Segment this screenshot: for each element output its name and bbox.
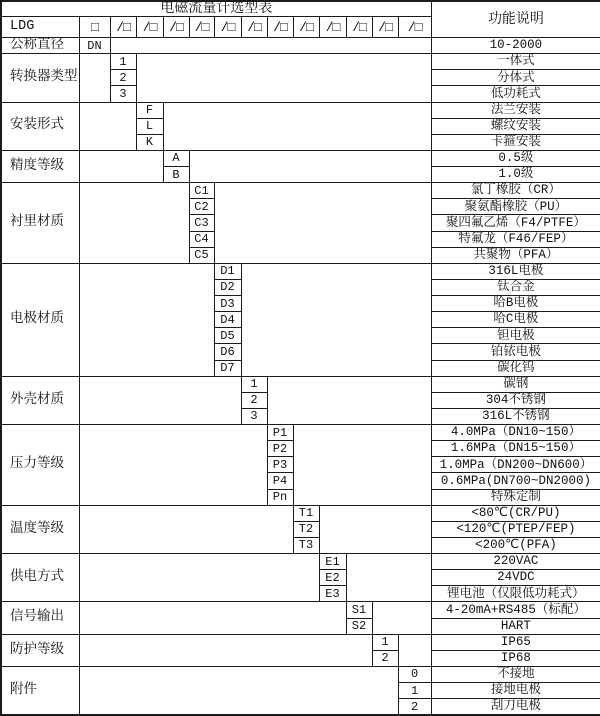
option-desc: 1.0级 xyxy=(431,167,600,183)
option-code: D1 xyxy=(214,263,241,279)
blank-span-right xyxy=(189,150,431,182)
option-desc: 分体式 xyxy=(431,70,600,86)
section-label-3: 精度等级 xyxy=(1,150,79,182)
blank-span-left xyxy=(79,376,241,424)
code-box-placeholder: /□ xyxy=(110,17,136,38)
option-code: C1 xyxy=(189,183,214,199)
blank-span-right xyxy=(136,54,431,102)
code-box-placeholder: /□ xyxy=(398,17,431,38)
option-desc: 钛合金 xyxy=(431,279,600,295)
option-code: 2 xyxy=(241,392,267,408)
blank-span-right xyxy=(163,102,431,150)
blank-span-left xyxy=(79,425,267,506)
section-label-10: 信号输出 xyxy=(1,602,79,634)
option-desc: 卡箍安装 xyxy=(431,134,600,150)
option-code: E3 xyxy=(319,586,346,602)
blank-span-right xyxy=(214,183,431,264)
option-code: DN xyxy=(79,38,110,54)
option-desc: 24VDC xyxy=(431,570,600,586)
option-desc: 特殊定制 xyxy=(431,489,600,505)
blank-span-left xyxy=(79,150,163,182)
option-desc: 聚四氟乙烯（F4/PTFE） xyxy=(431,215,600,231)
option-desc: 碳化钨 xyxy=(431,360,600,376)
option-code: P2 xyxy=(267,441,293,457)
section-label-8: 温度等级 xyxy=(1,505,79,553)
section-label-0: 公称直径 xyxy=(1,38,79,54)
blank-span-right xyxy=(241,263,431,376)
option-desc: 螺纹安装 xyxy=(431,118,600,134)
option-code: T1 xyxy=(293,505,319,521)
option-desc: 碳钢 xyxy=(431,376,600,392)
option-code: Pn xyxy=(267,489,293,505)
section-label-7: 压力等级 xyxy=(1,425,79,506)
option-desc: 不接地 xyxy=(431,666,600,682)
blank-span-right xyxy=(293,425,431,506)
option-code: 3 xyxy=(241,408,267,424)
option-desc: 刮刀电极 xyxy=(431,699,600,715)
blank-span-right xyxy=(110,38,431,54)
option-desc: 1.6MPa（DN15~150） xyxy=(431,441,600,457)
code-box-placeholder: /□ xyxy=(346,17,372,38)
option-code: C2 xyxy=(189,199,214,215)
code-box-placeholder: □ xyxy=(79,17,110,38)
option-code: E2 xyxy=(319,570,346,586)
blank-span-right xyxy=(372,602,431,634)
function-description-header: 功能说明 xyxy=(431,1,600,38)
option-desc: 316L电极 xyxy=(431,263,600,279)
code-box-placeholder: /□ xyxy=(163,17,189,38)
code-box-placeholder: /□ xyxy=(293,17,319,38)
option-code: D6 xyxy=(214,344,241,360)
blank-span-left xyxy=(79,183,189,264)
option-row xyxy=(1,376,600,392)
option-code: C5 xyxy=(189,247,214,263)
code-box-placeholder: /□ xyxy=(189,17,214,38)
option-code: F xyxy=(136,102,163,118)
option-desc: 法兰安装 xyxy=(431,102,600,118)
code-box-placeholder: /□ xyxy=(372,17,398,38)
blank-span-left xyxy=(79,554,319,602)
code-box-placeholder: /□ xyxy=(267,17,293,38)
option-desc: 锂电池（仅限低功耗式） xyxy=(431,586,600,602)
option-code: C3 xyxy=(189,215,214,231)
blank-span-left xyxy=(79,54,110,102)
section-label-11: 防护等级 xyxy=(1,634,79,666)
blank-span-right xyxy=(267,376,431,424)
option-code: C4 xyxy=(189,231,214,247)
blank-span-right xyxy=(346,554,431,602)
option-row xyxy=(1,54,600,70)
blank-span-left xyxy=(79,102,136,150)
option-desc: <120℃(PTEP/FEP) xyxy=(431,521,600,537)
option-desc: <200℃(PFA) xyxy=(431,537,600,553)
model-prefix: LDG xyxy=(1,17,79,38)
blank-span-left xyxy=(79,634,372,666)
option-code: 2 xyxy=(398,699,431,715)
option-row xyxy=(1,634,600,650)
code-box-placeholder: /□ xyxy=(136,17,163,38)
title-row xyxy=(1,1,600,17)
option-desc: IP68 xyxy=(431,650,600,666)
option-desc: 220VAC xyxy=(431,554,600,570)
code-box-placeholder: /□ xyxy=(241,17,267,38)
option-row xyxy=(1,554,600,570)
table-title: 电磁流量计选型表 xyxy=(1,1,431,17)
option-desc: 钽电极 xyxy=(431,328,600,344)
option-desc: IP65 xyxy=(431,634,600,650)
code-box-placeholder: /□ xyxy=(214,17,241,38)
option-row xyxy=(1,666,600,682)
option-desc: 一体式 xyxy=(431,54,600,70)
option-code: A xyxy=(163,150,189,166)
option-row xyxy=(1,102,600,118)
option-desc: 哈C电极 xyxy=(431,312,600,328)
code-box-placeholder: /□ xyxy=(319,17,346,38)
option-desc: 10-2000 xyxy=(431,38,600,54)
option-desc: <80℃(CR/PU) xyxy=(431,505,600,521)
option-code: P3 xyxy=(267,457,293,473)
option-desc: 铂铱电极 xyxy=(431,344,600,360)
option-code: S2 xyxy=(346,618,372,634)
option-desc: 0.5级 xyxy=(431,150,600,166)
option-row xyxy=(1,602,600,618)
blank-span-left xyxy=(79,505,293,553)
option-desc: 4-20mA+RS485（标配） xyxy=(431,602,600,618)
option-desc: 304不锈钢 xyxy=(431,392,600,408)
option-code: 1 xyxy=(398,683,431,699)
option-code: D3 xyxy=(214,296,241,312)
option-row xyxy=(1,505,600,521)
option-code: 1 xyxy=(110,54,136,70)
option-desc: 氯丁橡胶（CR） xyxy=(431,183,600,199)
option-desc: 特氟龙（F46/FEP） xyxy=(431,231,600,247)
option-code: B xyxy=(163,167,189,183)
section-label-2: 安装形式 xyxy=(1,102,79,150)
section-label-9: 供电方式 xyxy=(1,554,79,602)
option-desc: 316L不锈钢 xyxy=(431,408,600,424)
option-code: 3 xyxy=(110,86,136,102)
option-code: L xyxy=(136,118,163,134)
option-code: S1 xyxy=(346,602,372,618)
option-code: 2 xyxy=(372,650,398,666)
option-code: D7 xyxy=(214,360,241,376)
blank-span-right xyxy=(398,634,431,666)
option-code: 1 xyxy=(372,634,398,650)
option-desc: 4.0MPa（DN10~150） xyxy=(431,425,600,441)
option-code: P1 xyxy=(267,425,293,441)
option-desc: 哈B电极 xyxy=(431,296,600,312)
option-code: P4 xyxy=(267,473,293,489)
option-code: D4 xyxy=(214,312,241,328)
option-code: K xyxy=(136,134,163,150)
option-code: T3 xyxy=(293,537,319,553)
blank-span-right xyxy=(319,505,431,553)
blank-span-left xyxy=(79,263,214,376)
section-label-12: 附件 xyxy=(1,666,79,715)
option-row xyxy=(1,38,600,54)
option-desc: 0.6MPa(DN700~DN2000) xyxy=(431,473,600,489)
option-desc: HART xyxy=(431,618,600,634)
option-desc: 接地电极 xyxy=(431,683,600,699)
option-code: 2 xyxy=(110,70,136,86)
option-row xyxy=(1,183,600,199)
option-desc: 聚氨酯橡胶（PU） xyxy=(431,199,600,215)
section-label-4: 衬里材质 xyxy=(1,183,79,264)
option-desc: 低功耗式 xyxy=(431,86,600,102)
option-code: D2 xyxy=(214,279,241,295)
option-row xyxy=(1,263,600,279)
section-label-5: 电极材质 xyxy=(1,263,79,376)
option-code: T2 xyxy=(293,521,319,537)
section-label-6: 外壳材质 xyxy=(1,376,79,424)
blank-span-left xyxy=(79,602,346,634)
option-desc: 共聚物（PFA） xyxy=(431,247,600,263)
option-code: 0 xyxy=(398,666,431,682)
option-code: 1 xyxy=(241,376,267,392)
option-code: D5 xyxy=(214,328,241,344)
blank-span-left xyxy=(79,666,398,715)
option-desc: 1.0MPa（DN200~DN600） xyxy=(431,457,600,473)
option-row xyxy=(1,425,600,441)
section-label-1: 转换器类型 xyxy=(1,54,79,102)
option-code: E1 xyxy=(319,554,346,570)
option-row xyxy=(1,150,600,166)
